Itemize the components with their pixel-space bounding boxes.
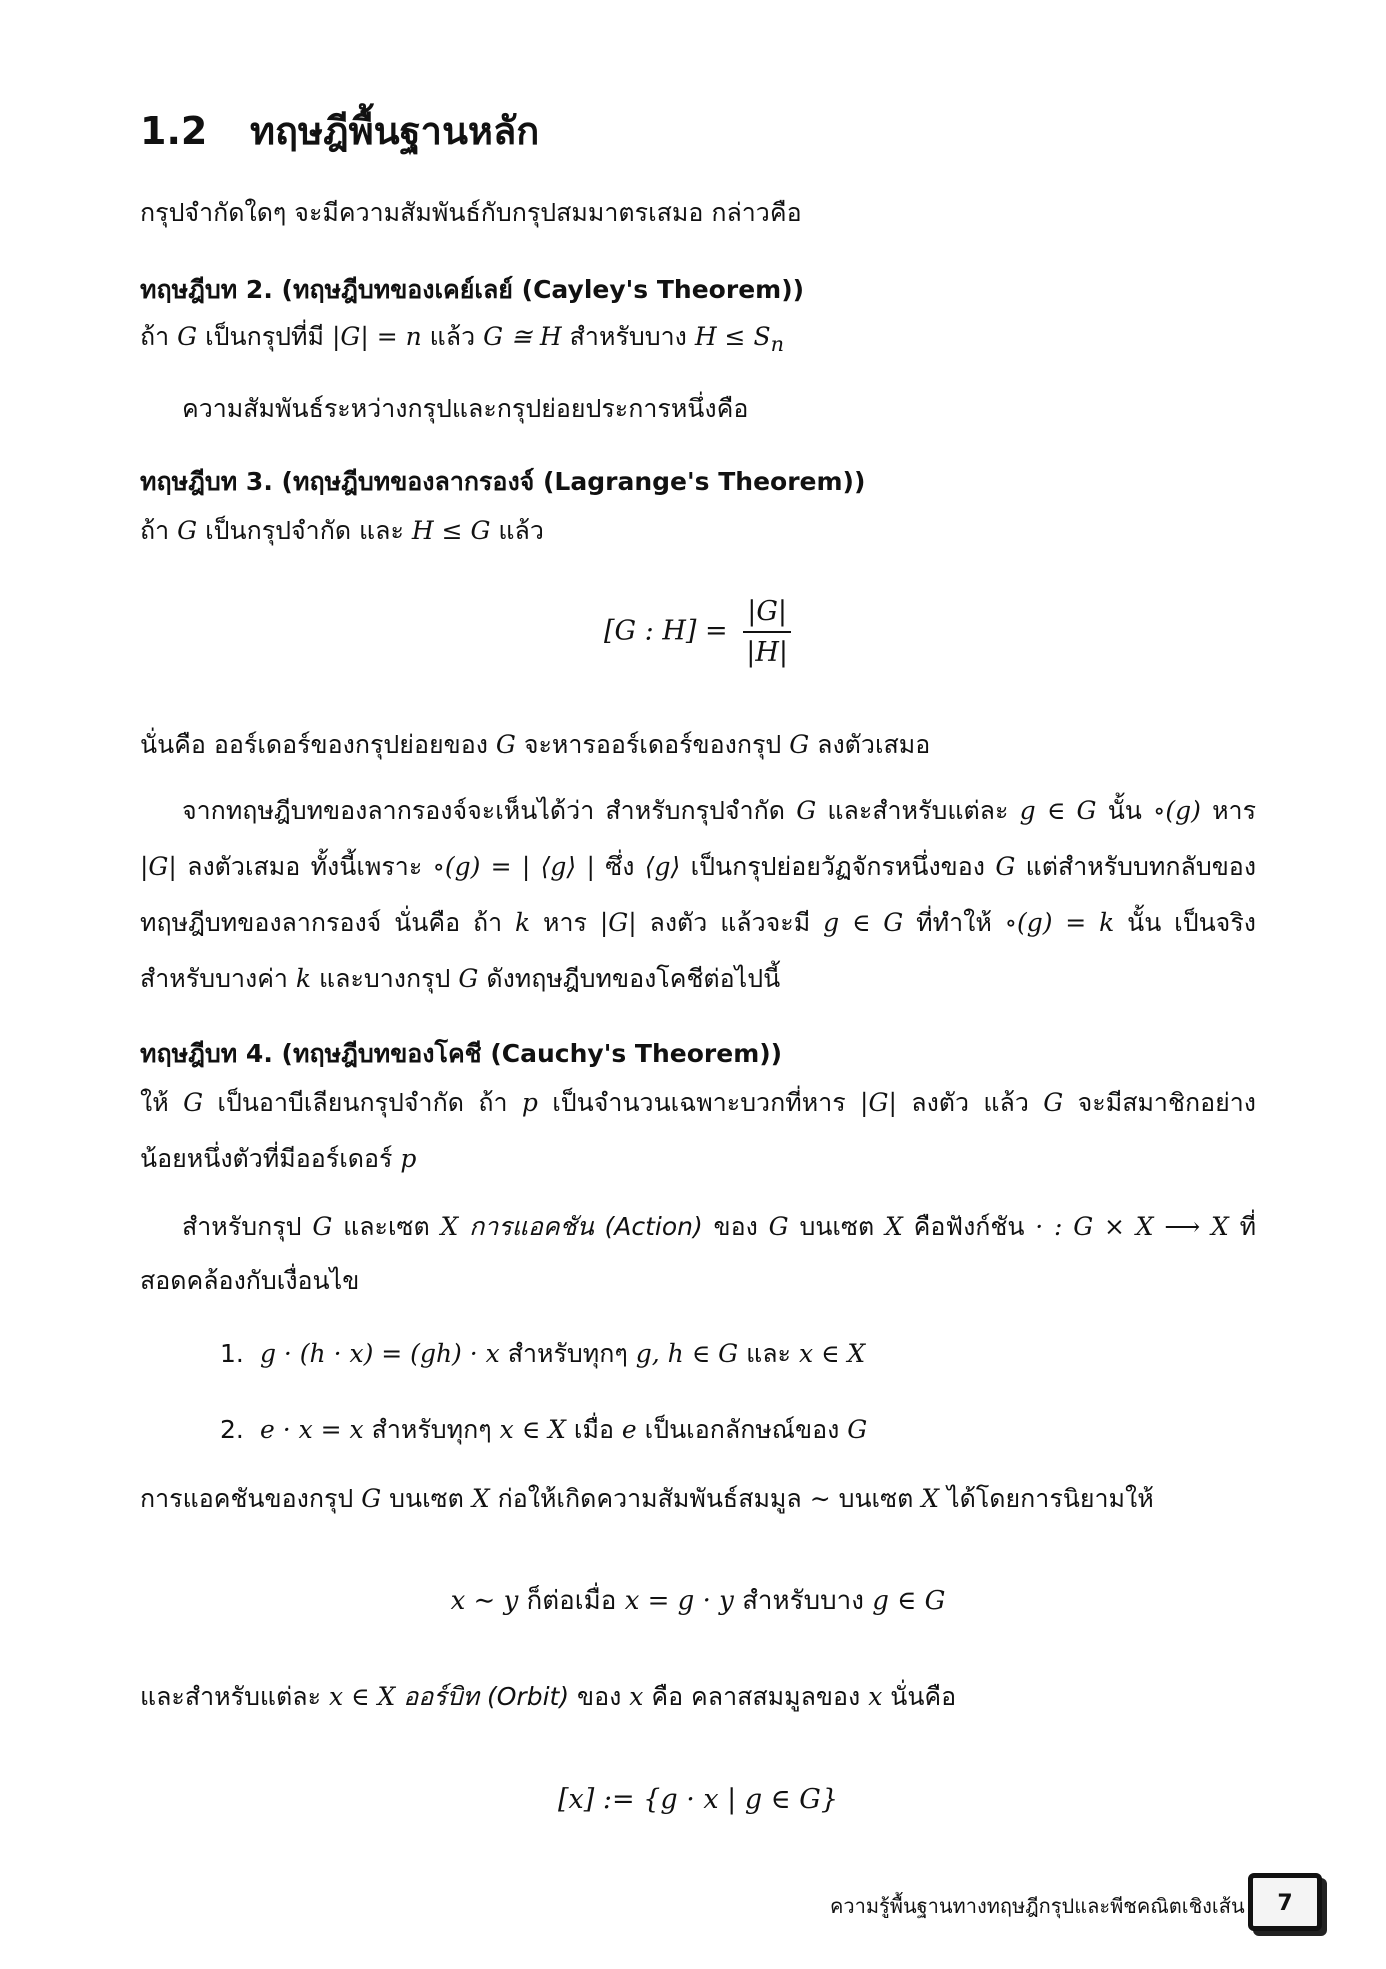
text: หาร <box>543 908 587 937</box>
fraction-denominator: |H| <box>746 637 788 668</box>
list-number: 2. <box>220 1415 244 1444</box>
term-action: การแอคชัน (Action) <box>469 1212 703 1241</box>
text: จากทฤษฎีบทของลากรองจ์จะเห็นได้ว่า สำหรับกรุปจำกัด <box>182 796 785 825</box>
math-subscript: n <box>770 332 785 356</box>
text: เป็นจำนวนเฉพาะบวกที่หาร <box>552 1088 846 1117</box>
math: G <box>768 1212 789 1241</box>
text: สำหรับทุกๆ <box>507 1339 628 1368</box>
text: จะมีสมาชิกอย่าง <box>1077 1088 1256 1117</box>
theorem-2-heading <box>140 270 1256 310</box>
text: ให้ <box>140 1088 169 1117</box>
math: G <box>495 730 516 759</box>
text: คือฟังก์ชัน <box>913 1212 1025 1241</box>
math: x ∈ X <box>328 1682 396 1711</box>
text: ได้โดยการนิยามให้ <box>947 1484 1154 1513</box>
math: x ∈ X <box>798 1339 866 1368</box>
text: น้อยหนึ่งตัวที่มีออร์เดอร์ <box>140 1144 393 1173</box>
math: p <box>400 1144 417 1173</box>
relation-intro: ความสัมพันธ์ระหว่างกรุปและกรุปย่อยประการหนึ่งคือ <box>182 394 749 423</box>
text: บนเซต <box>799 1212 875 1241</box>
theorem-3-label: ทฤษฎีบท 3. <box>140 467 273 496</box>
text: สำหรับบาง <box>569 322 687 351</box>
math: G <box>183 1088 204 1117</box>
theorem-4-line-2 <box>140 1144 1256 1174</box>
theorem-3-heading <box>140 462 1256 502</box>
footer-book-title: ความรู้พื้นฐานทางทฤษฎีกรุปและพีชคณิตเชิงเส้น <box>830 1894 1245 1918</box>
math: |G| <box>140 852 177 881</box>
math: ∘(g) = k <box>1004 908 1115 937</box>
theorem-3-statement <box>140 516 1256 546</box>
theorem-4-label: ทฤษฎีบท 4. <box>140 1039 273 1068</box>
text: และ <box>746 1339 791 1368</box>
text: ที่ทำให้ <box>916 908 992 937</box>
math: x = g · y <box>624 1586 734 1616</box>
text: ทฤษฎีบทของลากรองจ์ นั่นคือ ถ้า <box>140 908 503 937</box>
text: ลงตัวเสมอ ทั้งนี้เพราะ <box>187 852 423 881</box>
text: และบางกรุป <box>319 964 451 993</box>
math: G <box>177 516 198 545</box>
math: g · (h · x) = (gh) · x <box>259 1339 500 1368</box>
lagrange-discussion-line-3 <box>140 908 1256 938</box>
math: ∘(g) = | ⟨g⟩ | <box>432 852 595 881</box>
text: ถ้า <box>140 516 170 545</box>
math: G <box>789 730 810 759</box>
math: X <box>921 1484 940 1513</box>
math-base: H ≤ S <box>694 322 771 351</box>
theorem-2-name: (ทฤษฎีบทของเคย์เลย์ (Cayley's Theorem)) <box>281 275 805 304</box>
math: |G| <box>599 908 637 937</box>
lagrange-discussion-line-4 <box>140 964 1256 994</box>
math: G <box>847 1415 868 1444</box>
text: เป็นกรุปจำกัด และ <box>205 516 404 545</box>
equivalence-intro <box>140 1484 1256 1514</box>
math: ∘(g) <box>1153 796 1201 825</box>
page <box>140 0 1256 1969</box>
text: ถ้า <box>140 322 170 351</box>
text: เมื่อ <box>573 1415 614 1444</box>
math <box>694 322 785 356</box>
text: ก่อให้เกิดความสัมพันธ์สมมูล <box>497 1484 802 1513</box>
text: ของ <box>577 1682 622 1711</box>
math: x ∈ X <box>499 1415 566 1444</box>
text: ลงตัว แล้ว <box>911 1088 1029 1117</box>
text: เป็นกรุปที่มี <box>205 322 324 351</box>
math: · : G × X ⟶ X <box>1035 1212 1229 1241</box>
text: ซึ่ง <box>605 852 635 881</box>
term-orbit: ออร์บิท (Orbit) <box>403 1682 570 1711</box>
math: g ∈ G <box>872 1586 946 1616</box>
math: G <box>1043 1088 1064 1117</box>
text: จะหารออร์เดอร์ของกรุป <box>523 730 782 759</box>
math: g ∈ G <box>823 908 904 937</box>
text: ที่ <box>1239 1212 1257 1241</box>
text: นั้น <box>1107 796 1142 825</box>
theorem-2-label: ทฤษฎีบท 2. <box>140 275 273 304</box>
list-number: 1. <box>220 1339 244 1368</box>
text: ดังทฤษฎีบทของโคชีต่อไปนี้ <box>486 964 781 993</box>
text: นั่นคือ ออร์เดอร์ของกรุปย่อยของ <box>140 730 488 759</box>
math: k <box>515 908 531 937</box>
text: สำหรับบางค่า <box>140 964 288 993</box>
text: นั้น เป็นจริง <box>1127 908 1256 937</box>
math: p <box>521 1088 538 1117</box>
text: แต่สำหรับบทกลับของ <box>1025 852 1257 881</box>
action-condition-2 <box>220 1410 1256 1450</box>
math: G <box>995 852 1016 881</box>
math: X <box>471 1484 490 1513</box>
section-title: ทฤษฎีพื้นฐานหลัก <box>250 109 540 153</box>
text: ก็ต่อเมื่อ <box>526 1586 617 1616</box>
text: เป็นอาบีเลียนกรุปจำกัด ถ้า <box>217 1088 508 1117</box>
text: เป็นเอกลักษณ์ของ <box>644 1415 840 1444</box>
math: g, h ∈ G <box>635 1339 739 1368</box>
text: นั่นคือ <box>890 1682 957 1711</box>
text: สำหรับบาง <box>742 1586 864 1616</box>
lagrange-discussion-line-1 <box>140 796 1256 826</box>
math: ∼ <box>809 1484 831 1513</box>
section-number: 1.2 <box>140 109 208 153</box>
math: |G| = n <box>331 322 422 351</box>
math: |G| <box>860 1088 897 1117</box>
text: เป็นกรุปย่อยวัฏจักรหนึ่งของ <box>690 852 985 881</box>
theorem-4-line-1 <box>140 1088 1256 1118</box>
action-definition-line-2: สอดคล้องกับเงื่อนไข <box>140 1266 360 1295</box>
math: X <box>440 1212 459 1241</box>
lagrange-equation <box>140 596 1256 668</box>
theorem-4-name: (ทฤษฎีบทของโคชี (Cauchy's Theorem)) <box>281 1039 783 1068</box>
math: G <box>177 322 198 351</box>
math: [x] := {g · x | g ∈ G} <box>557 1784 839 1815</box>
math: x <box>629 1682 644 1711</box>
math: G <box>796 796 817 825</box>
section-heading <box>140 100 1256 161</box>
text: ลงตัว แล้วจะมี <box>649 908 811 937</box>
math: G ≅ H <box>483 322 562 351</box>
math: G <box>361 1484 382 1513</box>
text: ของ <box>713 1212 758 1241</box>
orbit-equation <box>140 1784 1256 1815</box>
text: และสำหรับแต่ละ <box>827 796 1009 825</box>
theorem-2-statement <box>140 322 1256 359</box>
text: บนเซต <box>838 1484 914 1513</box>
action-condition-1 <box>220 1334 1256 1374</box>
equation-lhs: [G : H] = <box>604 615 728 647</box>
math: ⟨g⟩ <box>644 852 681 881</box>
equivalence-equation <box>140 1580 1256 1621</box>
fraction-numerator: |G| <box>743 596 791 633</box>
lagrange-discussion-line-2 <box>140 852 1256 882</box>
text: บนเซต <box>389 1484 464 1513</box>
text: แล้ว <box>498 516 544 545</box>
intro-paragraph: กรุปจำกัดใดๆ จะมีความสัมพันธ์กับกรุปสมมาตรเสมอ กล่าวคือ <box>140 198 802 227</box>
text: การแอคชันของกรุป <box>140 1484 354 1513</box>
math: x ∼ y <box>450 1586 519 1616</box>
orbit-definition <box>140 1682 1256 1712</box>
theorem-4-heading <box>140 1034 1256 1074</box>
page-number: 7 <box>1277 1891 1293 1916</box>
math: H ≤ G <box>411 516 491 545</box>
action-definition-line-1 <box>140 1212 1256 1242</box>
text: และสำหรับแต่ละ <box>140 1682 322 1711</box>
math: G <box>312 1212 333 1241</box>
math: X <box>885 1212 903 1241</box>
theorem-3-name: (ทฤษฎีบทของลากรองจ์ (Lagrange's Theorem)) <box>281 467 866 496</box>
text: และเซต <box>343 1212 430 1241</box>
text: ลงตัวเสมอ <box>817 730 931 759</box>
math: e <box>621 1415 637 1444</box>
math: g ∈ G <box>1019 796 1097 825</box>
theorem-3-consequence <box>140 730 1256 760</box>
text: แล้ว <box>429 322 476 351</box>
page-number-box <box>1248 1873 1322 1931</box>
fraction <box>742 596 792 668</box>
math: e · x = x <box>259 1415 364 1444</box>
text: สำหรับกรุป <box>182 1212 302 1241</box>
math: k <box>295 964 312 993</box>
math: G <box>458 964 479 993</box>
text: คือ คลาสสมมูลของ <box>651 1682 861 1711</box>
text: สำหรับทุกๆ <box>371 1415 492 1444</box>
text: หาร <box>1212 796 1257 825</box>
math: x <box>868 1682 883 1711</box>
